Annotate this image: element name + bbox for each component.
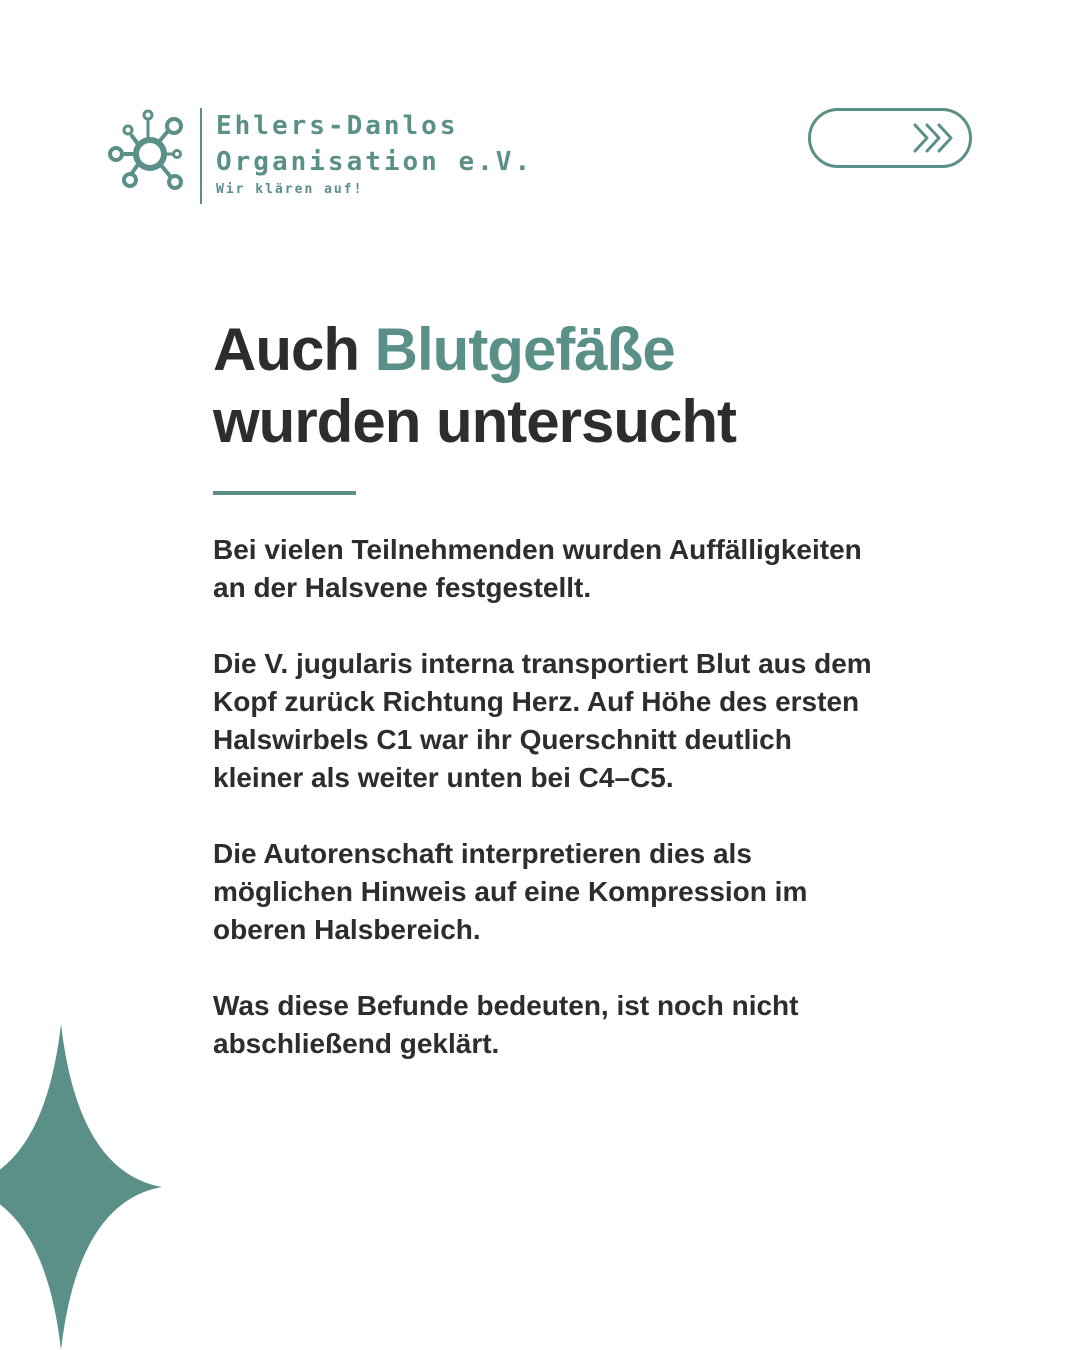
title-underline: [213, 491, 356, 495]
brand-logo: [108, 106, 534, 206]
body-paragraph-2: Die V. jugularis interna transportiert Blut aus dem Kopf zurück Richtung Herz. Auf Höhe des ersten Halswirbels C1 war ihr Querschnitt deutlich kleiner als weiter unten bei C4–C5.: [213, 648, 872, 793]
brand-name-line1: Ehlers-Danlos: [216, 111, 459, 141]
body-text: [213, 531, 873, 1101]
title-highlight: Blutgefäße: [374, 316, 675, 383]
title-part1: Auch: [213, 316, 375, 383]
page-title: [213, 314, 736, 458]
logo-divider: [200, 108, 202, 204]
sparkle-decoration: [0, 1024, 162, 1350]
body-paragraph-4: Was diese Befunde bedeuten, ist noch nicht abschließend geklärt.: [213, 990, 799, 1059]
brand-tagline: Wir klären auf!: [216, 182, 364, 197]
molecule-icon: [108, 106, 190, 194]
next-slide-button[interactable]: [808, 108, 972, 168]
title-line2: wurden untersucht: [213, 388, 737, 455]
logo-wordmark: [216, 108, 533, 197]
body-paragraph-1: Bei vielen Teilnehmenden wurden Auffälligkeiten an der Halsvene festgestellt.: [213, 534, 862, 603]
brand-name-line2: Organisation e.V.: [216, 147, 534, 177]
triple-chevron-right-icon: [911, 121, 957, 155]
body-paragraph-3: Die Autorenschaft interpretieren dies als möglichen Hinweis auf eine Kompression im oberen Halsbereich.: [213, 838, 808, 945]
